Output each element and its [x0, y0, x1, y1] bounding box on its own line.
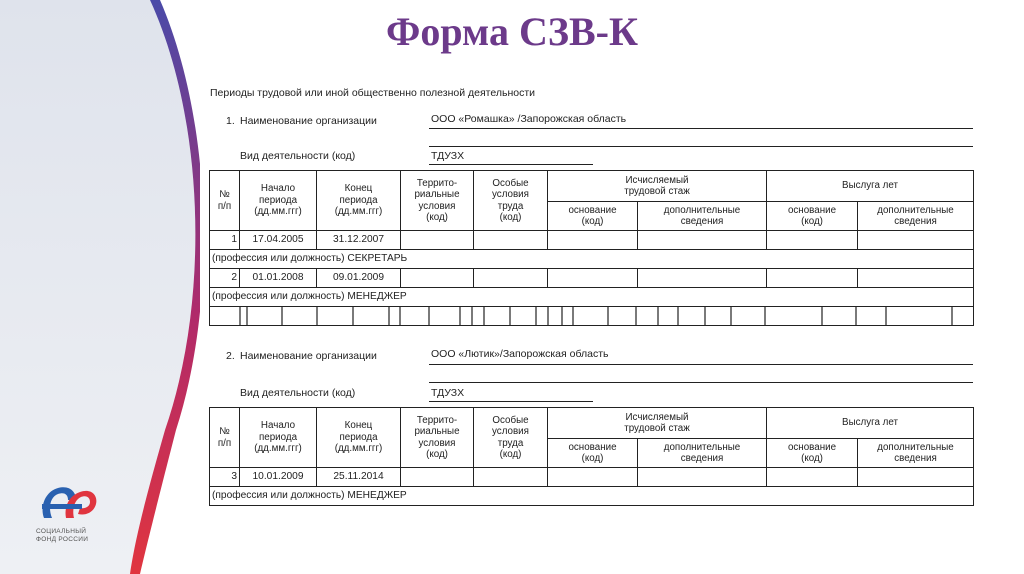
- row-cell: [548, 468, 638, 487]
- row-num: 1: [210, 231, 240, 250]
- profession-row: [210, 487, 974, 506]
- header-service-basis-text: основание (код): [787, 204, 837, 227]
- row-cell: [474, 231, 548, 250]
- profession-text: (профессия или должность) СЕКРЕТАРЬ: [210, 250, 974, 269]
- row-start: 01.01.2008: [240, 269, 317, 288]
- header-calc-basis: [548, 439, 638, 468]
- org1-periods-table: [209, 170, 974, 326]
- row-start: 10.01.2009: [240, 468, 317, 487]
- header-end: [317, 171, 401, 231]
- row-num: 2: [210, 269, 240, 288]
- row-cell: [767, 231, 858, 250]
- logo-caption: [36, 528, 88, 544]
- header-territory-text: Террито- риальные условия (код): [414, 414, 460, 460]
- org1-number: 1.: [226, 115, 235, 127]
- header-calc-basis-text: основание (код): [568, 441, 617, 464]
- org1-activity-value: ТДУЗХ: [431, 150, 465, 162]
- row-start: 17.04.2005: [240, 231, 317, 250]
- header-service-text: Выслуга лет: [842, 180, 898, 192]
- header-end-text: Конец периода (дд.мм.ггг): [334, 183, 383, 218]
- row-cell: [401, 231, 474, 250]
- row-cell: [474, 269, 548, 288]
- empty-row: [210, 307, 974, 326]
- header-service-text: Выслуга лет: [842, 417, 898, 429]
- intro-text: Периоды трудовой или иной общественно полезной деятельности: [210, 87, 536, 99]
- logo-line-1: СОЦИАЛЬНЫЙ: [36, 528, 87, 535]
- header-calc-extra: [638, 202, 767, 231]
- header-start: [240, 408, 317, 468]
- header-num: [210, 171, 240, 231]
- header-special-text: Особые условия труда (код): [492, 177, 529, 223]
- row-num: 3: [210, 468, 240, 487]
- org2-activity-label: Вид деятельности (код): [240, 387, 356, 399]
- header-num: [210, 408, 240, 468]
- header-service-extra-text: дополнительные сведения: [877, 204, 954, 227]
- table-row: [210, 231, 974, 250]
- header-service-basis: [767, 439, 858, 468]
- row-cell: [638, 468, 767, 487]
- header-special: [474, 171, 548, 231]
- table-row-empty: [210, 307, 974, 326]
- empty-row-ticks: [210, 307, 972, 325]
- header-calc-extra-text: дополнительные сведения: [663, 441, 741, 464]
- profession-text: (профессия или должность) МЕНЕДЖЕР: [210, 288, 974, 307]
- row-cell: [638, 231, 767, 250]
- org2-name-underline-2: [429, 382, 973, 383]
- header-calc-text: Исчисляемый трудовой стаж: [624, 174, 690, 197]
- org2-number: 2.: [226, 350, 235, 362]
- header-service-extra: [858, 202, 974, 231]
- header-calc-text: Исчисляемый трудовой стаж: [624, 411, 690, 434]
- row-end: 09.01.2009: [317, 269, 401, 288]
- header-special: [474, 408, 548, 468]
- header-start: [240, 171, 317, 231]
- header-special-text: Особые условия труда (код): [492, 414, 529, 460]
- header-territory-text: Террито- риальные условия (код): [414, 177, 460, 223]
- header-territory: [401, 171, 474, 231]
- social-fund-logo: [36, 478, 106, 526]
- header-calc: [548, 408, 767, 439]
- header-start-text: Начало периода (дд.мм.ггг): [254, 420, 302, 455]
- row-cell: [638, 269, 767, 288]
- row-cell: [767, 269, 858, 288]
- row-cell: [858, 468, 974, 487]
- org1-name-underline-2: [429, 146, 973, 147]
- header-service-basis-text: основание (код): [787, 441, 837, 464]
- header-calc: [548, 171, 767, 202]
- org1-name-label: Наименование организации: [240, 115, 377, 127]
- table-row: [210, 269, 974, 288]
- logo-line-2: ФОНД РОССИИ: [36, 536, 89, 543]
- org2-name-label: Наименование организации: [240, 350, 377, 362]
- header-service-basis: [767, 202, 858, 231]
- header-start-text: Начало периода (дд.мм.ггг): [254, 183, 302, 218]
- header-end-text: Конец периода (дд.мм.ггг): [334, 420, 383, 455]
- row-cell: [401, 468, 474, 487]
- org1-name-underline: [429, 128, 973, 129]
- header-end: [317, 408, 401, 468]
- header-territory: [401, 408, 474, 468]
- row-cell: [858, 269, 974, 288]
- row-cell: [474, 468, 548, 487]
- header-num-text: № п/п: [217, 426, 232, 449]
- row-cell: [401, 269, 474, 288]
- row-end: 25.11.2014: [317, 468, 401, 487]
- org2-name-value: ООО «Лютик»/Запорожская область: [431, 348, 609, 360]
- header-num-text: № п/п: [217, 189, 232, 212]
- header-service: [767, 171, 974, 202]
- row-cell: [858, 231, 974, 250]
- header-service: [767, 408, 974, 439]
- header-calc-extra-text: дополнительные сведения: [663, 204, 741, 227]
- row-cell: [548, 269, 638, 288]
- org2-activity-value: ТДУЗХ: [431, 387, 465, 399]
- org2-activity-underline: [429, 401, 593, 402]
- row-cell: [548, 231, 638, 250]
- org1-name-value: ООО «Ромашка» /Запорожская область: [431, 113, 627, 125]
- org2-name-underline: [429, 364, 973, 365]
- org1-activity-label: Вид деятельности (код): [240, 150, 356, 162]
- header-calc-basis: [548, 202, 638, 231]
- org2-periods-table: [209, 407, 974, 506]
- table-row: [210, 468, 974, 487]
- org1-activity-underline: [429, 164, 593, 165]
- header-service-extra-text: дополнительные сведения: [877, 441, 954, 464]
- profession-row: [210, 288, 974, 307]
- profession-text: (профессия или должность) МЕНЕДЖЕР: [210, 487, 974, 506]
- row-end: 31.12.2007: [317, 231, 401, 250]
- profession-row: [210, 250, 974, 269]
- row-cell: [767, 468, 858, 487]
- page-title: Форма СЗВ-К: [386, 9, 638, 54]
- header-calc-basis-text: основание (код): [568, 204, 617, 227]
- header-service-extra: [858, 439, 974, 468]
- header-calc-extra: [638, 439, 767, 468]
